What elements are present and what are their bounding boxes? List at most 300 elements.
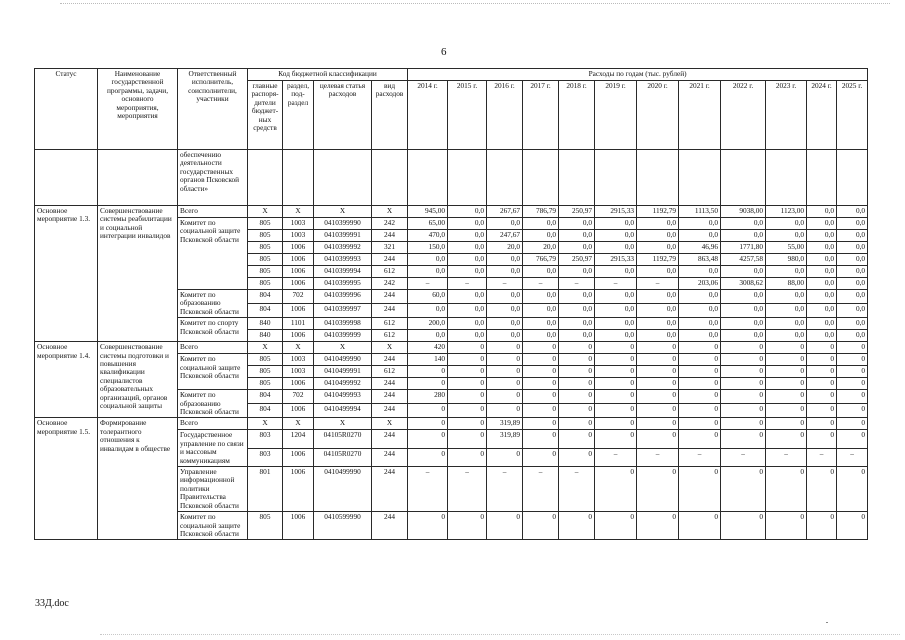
year-value-cell: 0 bbox=[637, 430, 679, 448]
year-value-cell: 0,0 bbox=[448, 254, 487, 266]
year-value-cell: 203,06 bbox=[679, 278, 721, 290]
header-year: 2021 г. bbox=[679, 81, 721, 150]
year-value-cell: 0 bbox=[595, 430, 637, 448]
year-value-cell: 9038,00 bbox=[721, 206, 766, 218]
year-value-cell: 0 bbox=[721, 390, 766, 404]
responsible-cell: Комитет по образованию Псковской области bbox=[178, 390, 248, 418]
year-value-cell: 0 bbox=[807, 418, 837, 430]
header-year: 2022 г. bbox=[721, 81, 766, 150]
year-value-cell: 0,0 bbox=[448, 330, 487, 342]
responsible-cell: Комитет по социальной защите Псковской области bbox=[178, 218, 248, 290]
year-value-cell: 0,0 bbox=[408, 330, 448, 342]
kbk-rz-cell: 702 bbox=[283, 290, 314, 304]
year-value-cell: – bbox=[559, 467, 595, 512]
year-value-cell: 0,0 bbox=[721, 230, 766, 242]
kbk-cs-cell: 0410399990 bbox=[314, 218, 372, 230]
year-value-cell: 0,0 bbox=[721, 318, 766, 330]
year-value-cell: 0 bbox=[766, 404, 807, 418]
year-value-cell: 4257,58 bbox=[721, 254, 766, 266]
year-value-cell: 0 bbox=[559, 448, 595, 466]
year-value-cell: 0 bbox=[448, 378, 487, 390]
year-value-cell: 0 bbox=[679, 512, 721, 540]
year-value-cell: 0 bbox=[595, 467, 637, 512]
year-value-cell: 0 bbox=[523, 342, 559, 354]
year-value-cell: 247,67 bbox=[487, 230, 523, 242]
kbk-gr-cell: 805 bbox=[248, 218, 283, 230]
year-value-cell: 0,0 bbox=[487, 218, 523, 230]
year-value-cell: 0 bbox=[766, 342, 807, 354]
year-value-cell: 0 bbox=[448, 404, 487, 418]
empty-cell bbox=[372, 150, 408, 206]
table-row bbox=[35, 206, 868, 218]
kbk-rz-cell: 1006 bbox=[283, 242, 314, 254]
kbk-gr-cell: X bbox=[248, 418, 283, 430]
year-value-cell: 0,0 bbox=[766, 290, 807, 304]
year-value-cell: 0 bbox=[679, 430, 721, 448]
year-value-cell: 0 bbox=[448, 512, 487, 540]
kbk-gr-cell: 801 bbox=[248, 467, 283, 512]
year-value-cell: 0 bbox=[637, 390, 679, 404]
year-value-cell: 0,0 bbox=[523, 304, 559, 318]
kbk-vr-cell: 244 bbox=[372, 290, 408, 304]
year-value-cell: 0 bbox=[487, 366, 523, 378]
kbk-cs-cell: 0410399998 bbox=[314, 318, 372, 330]
year-value-cell: 0 bbox=[523, 430, 559, 448]
year-value-cell: 0 bbox=[523, 378, 559, 390]
year-value-cell: 0,0 bbox=[807, 266, 837, 278]
kbk-gr-cell: X bbox=[248, 342, 283, 354]
year-value-cell: 280 bbox=[408, 390, 448, 404]
kbk-rz-cell: 1006 bbox=[283, 467, 314, 512]
year-value-cell: 0 bbox=[679, 354, 721, 366]
year-value-cell: – bbox=[559, 278, 595, 290]
year-value-cell: 0,0 bbox=[448, 230, 487, 242]
year-value-cell: 0 bbox=[721, 366, 766, 378]
kbk-cs-cell: 0410399997 bbox=[314, 304, 372, 318]
kbk-vr-cell: 244 bbox=[372, 404, 408, 418]
year-value-cell: 0,0 bbox=[807, 206, 837, 218]
year-value-cell: – bbox=[408, 278, 448, 290]
header-name: Наименование государственной программы, задачи, основного мероприятия, мероприятия bbox=[98, 69, 178, 150]
year-value-cell: 0 bbox=[448, 418, 487, 430]
year-value-cell: 0 bbox=[448, 366, 487, 378]
year-value-cell: 0,0 bbox=[837, 230, 868, 242]
year-value-cell: 60,0 bbox=[408, 290, 448, 304]
year-value-cell: 0,0 bbox=[487, 304, 523, 318]
kbk-vr-cell: 244 bbox=[372, 430, 408, 448]
year-value-cell: – bbox=[637, 448, 679, 466]
kbk-gr-cell: 805 bbox=[248, 354, 283, 366]
year-value-cell: 0 bbox=[559, 378, 595, 390]
kbk-rz-cell: 1006 bbox=[283, 304, 314, 318]
year-value-cell: 0 bbox=[595, 418, 637, 430]
year-value-cell: 0,0 bbox=[487, 254, 523, 266]
kbk-rz-cell: X bbox=[283, 418, 314, 430]
kbk-gr-cell: 840 bbox=[248, 330, 283, 342]
kbk-vr-cell: X bbox=[372, 418, 408, 430]
year-value-cell: 0,0 bbox=[807, 290, 837, 304]
responsible-cell: Управление информационной политики Правительства Псковской области bbox=[178, 467, 248, 512]
kbk-cs-cell: 0410499992 bbox=[314, 378, 372, 390]
year-value-cell: 0,0 bbox=[679, 230, 721, 242]
year-value-cell: 1113,50 bbox=[679, 206, 721, 218]
year-value-cell: 0,0 bbox=[595, 290, 637, 304]
year-value-cell: 0 bbox=[679, 467, 721, 512]
empty-cell bbox=[448, 150, 487, 206]
page-number: 6 bbox=[441, 46, 447, 58]
year-value-cell: 0,0 bbox=[721, 304, 766, 318]
year-value-cell: 0,0 bbox=[807, 330, 837, 342]
header-responsible: Ответственный исполнитель, соисполнители, участники bbox=[178, 69, 248, 150]
header-kbk-cs: целевая статья расходов bbox=[314, 81, 372, 150]
year-value-cell: – bbox=[523, 278, 559, 290]
year-value-cell: 0,0 bbox=[721, 266, 766, 278]
year-value-cell: 0,0 bbox=[807, 254, 837, 266]
year-value-cell: 0 bbox=[595, 354, 637, 366]
year-value-cell: – bbox=[523, 467, 559, 512]
year-value-cell: 0,0 bbox=[637, 330, 679, 342]
year-value-cell: 0 bbox=[523, 366, 559, 378]
table-body bbox=[35, 150, 868, 540]
kbk-cs-cell: 0410499991 bbox=[314, 366, 372, 378]
kbk-vr-cell: 244 bbox=[372, 467, 408, 512]
year-value-cell: – bbox=[448, 278, 487, 290]
year-value-cell: 0,0 bbox=[487, 318, 523, 330]
year-value-cell: 0,0 bbox=[837, 206, 868, 218]
kbk-vr-cell: 244 bbox=[372, 304, 408, 318]
year-value-cell: 0,0 bbox=[408, 304, 448, 318]
status-cell: Основное мероприятие 1.4. bbox=[35, 342, 98, 418]
kbk-cs-cell: X bbox=[314, 206, 372, 218]
year-value-cell: 0,0 bbox=[807, 278, 837, 290]
kbk-vr-cell: 612 bbox=[372, 318, 408, 330]
kbk-gr-cell: 840 bbox=[248, 318, 283, 330]
year-value-cell: 0 bbox=[679, 342, 721, 354]
responsible-cell: Комитет по образованию Псковской области bbox=[178, 290, 248, 318]
name-cell: Совершенствование системы подготовки и повышения квалификации специалистов образовательных организаций, органов социальной защиты bbox=[98, 342, 178, 418]
table-row bbox=[35, 418, 868, 430]
year-value-cell: 0 bbox=[637, 342, 679, 354]
year-value-cell: 0,0 bbox=[637, 290, 679, 304]
name-cell: Совершенствование системы реабилитации и социальной интеграции инвалидов bbox=[98, 206, 178, 342]
year-value-cell: 0 bbox=[448, 448, 487, 466]
year-value-cell: 0 bbox=[766, 467, 807, 512]
year-value-cell: 0 bbox=[408, 404, 448, 418]
year-value-cell: 0 bbox=[766, 390, 807, 404]
scan-edge-bottom bbox=[100, 634, 900, 635]
year-value-cell: 0 bbox=[766, 366, 807, 378]
kbk-rz-cell: 1003 bbox=[283, 218, 314, 230]
year-value-cell: 0,0 bbox=[766, 266, 807, 278]
year-value-cell: 0,0 bbox=[637, 266, 679, 278]
year-value-cell: – bbox=[595, 448, 637, 466]
year-value-cell: 0 bbox=[523, 390, 559, 404]
year-value-cell: 0,0 bbox=[837, 278, 868, 290]
continuation-row bbox=[35, 150, 868, 206]
continuation-text: обеспечению деятельности государственных органов Псковской области» bbox=[178, 150, 248, 206]
year-value-cell: 0 bbox=[637, 366, 679, 378]
year-value-cell: 0,0 bbox=[837, 304, 868, 318]
empty-cell bbox=[559, 150, 595, 206]
year-value-cell: 0,0 bbox=[679, 290, 721, 304]
empty-cell bbox=[837, 150, 868, 206]
year-value-cell: 0 bbox=[448, 430, 487, 448]
year-value-cell: – bbox=[448, 467, 487, 512]
year-value-cell: 0 bbox=[448, 342, 487, 354]
year-value-cell: 0 bbox=[807, 354, 837, 366]
responsible-cell: Государственное управление по связи и массовым коммуникациям bbox=[178, 430, 248, 467]
year-value-cell: 0,0 bbox=[679, 266, 721, 278]
year-value-cell: 0,0 bbox=[408, 254, 448, 266]
header-year: 2023 г. bbox=[766, 81, 807, 150]
year-value-cell: 0,0 bbox=[837, 254, 868, 266]
year-value-cell: 0 bbox=[807, 467, 837, 512]
year-value-cell: 0 bbox=[807, 512, 837, 540]
year-value-cell: 0,0 bbox=[595, 242, 637, 254]
empty-cell bbox=[679, 150, 721, 206]
kbk-cs-cell: 0410499990 bbox=[314, 354, 372, 366]
kbk-cs-cell: 0410499990 bbox=[314, 467, 372, 512]
year-value-cell: 0 bbox=[807, 390, 837, 404]
header-status: Статус bbox=[35, 69, 98, 150]
year-value-cell: 0 bbox=[408, 418, 448, 430]
year-value-cell: 0 bbox=[595, 512, 637, 540]
year-value-cell: 0 bbox=[637, 418, 679, 430]
responsible-cell: Всего bbox=[178, 418, 248, 430]
kbk-gr-cell: 805 bbox=[248, 278, 283, 290]
kbk-rz-cell: 1006 bbox=[283, 448, 314, 466]
year-value-cell: 0,0 bbox=[595, 230, 637, 242]
year-value-cell: 0 bbox=[679, 390, 721, 404]
year-value-cell: 0 bbox=[807, 378, 837, 390]
empty-cell bbox=[721, 150, 766, 206]
year-value-cell: 0,0 bbox=[679, 318, 721, 330]
year-value-cell: 0,0 bbox=[523, 230, 559, 242]
status-cell: Основное мероприятие 1.3. bbox=[35, 206, 98, 342]
kbk-rz-cell: 1006 bbox=[283, 404, 314, 418]
kbk-rz-cell: 1006 bbox=[283, 254, 314, 266]
year-value-cell: 0,0 bbox=[448, 304, 487, 318]
year-value-cell: 0 bbox=[523, 418, 559, 430]
kbk-cs-cell: 0410499993 bbox=[314, 390, 372, 404]
year-value-cell: 0 bbox=[523, 354, 559, 366]
year-value-cell: 0 bbox=[523, 448, 559, 466]
year-value-cell: 0,0 bbox=[807, 242, 837, 254]
responsible-cell: Комитет по спорту Псковской области bbox=[178, 318, 248, 342]
kbk-vr-cell: 612 bbox=[372, 330, 408, 342]
year-value-cell: 0 bbox=[721, 418, 766, 430]
year-value-cell: 0,0 bbox=[637, 242, 679, 254]
kbk-vr-cell: 244 bbox=[372, 354, 408, 366]
year-value-cell: 0,0 bbox=[559, 318, 595, 330]
year-value-cell: – bbox=[766, 448, 807, 466]
year-value-cell: 46,96 bbox=[679, 242, 721, 254]
year-value-cell: – bbox=[721, 448, 766, 466]
kbk-vr-cell: X bbox=[372, 206, 408, 218]
year-value-cell: 0,0 bbox=[559, 218, 595, 230]
kbk-vr-cell: 244 bbox=[372, 230, 408, 242]
empty-cell bbox=[248, 150, 283, 206]
year-value-cell: – bbox=[487, 467, 523, 512]
kbk-vr-cell: 244 bbox=[372, 512, 408, 540]
year-value-cell: 0,0 bbox=[679, 218, 721, 230]
year-value-cell: 2915,33 bbox=[595, 206, 637, 218]
kbk-gr-cell: 805 bbox=[248, 230, 283, 242]
year-value-cell: 0,0 bbox=[523, 330, 559, 342]
year-value-cell: 0 bbox=[448, 354, 487, 366]
year-value-cell: 0 bbox=[408, 378, 448, 390]
year-value-cell: 0 bbox=[679, 418, 721, 430]
empty-cell bbox=[408, 150, 448, 206]
year-value-cell: – bbox=[679, 448, 721, 466]
year-value-cell: 0 bbox=[807, 342, 837, 354]
kbk-cs-cell: 0410399994 bbox=[314, 266, 372, 278]
year-value-cell: 267,67 bbox=[487, 206, 523, 218]
year-value-cell: 0 bbox=[679, 366, 721, 378]
year-value-cell: 0,0 bbox=[766, 218, 807, 230]
year-value-cell: 0,0 bbox=[595, 218, 637, 230]
year-value-cell: 0,0 bbox=[637, 218, 679, 230]
year-value-cell: 0,0 bbox=[679, 304, 721, 318]
year-value-cell: 0 bbox=[487, 354, 523, 366]
year-value-cell: 0 bbox=[408, 430, 448, 448]
year-value-cell: 0 bbox=[679, 404, 721, 418]
year-value-cell: 0 bbox=[487, 390, 523, 404]
year-value-cell: 0,0 bbox=[448, 290, 487, 304]
year-value-cell: 0 bbox=[807, 366, 837, 378]
year-value-cell: 0,0 bbox=[487, 290, 523, 304]
kbk-cs-cell: 0410399993 bbox=[314, 254, 372, 266]
kbk-rz-cell: 1006 bbox=[283, 278, 314, 290]
year-value-cell: 0 bbox=[837, 418, 868, 430]
year-value-cell: 0,0 bbox=[637, 304, 679, 318]
year-value-cell: 0 bbox=[721, 430, 766, 448]
year-value-cell: 0 bbox=[487, 342, 523, 354]
year-value-cell: 0,0 bbox=[595, 330, 637, 342]
year-value-cell: 1192,79 bbox=[637, 254, 679, 266]
year-value-cell: 0,0 bbox=[721, 330, 766, 342]
year-value-cell: 0,0 bbox=[559, 242, 595, 254]
year-value-cell: 0 bbox=[637, 467, 679, 512]
year-value-cell: 0,0 bbox=[766, 304, 807, 318]
year-value-cell: 140 bbox=[408, 354, 448, 366]
year-value-cell: 0,0 bbox=[721, 290, 766, 304]
year-value-cell: 0,0 bbox=[523, 318, 559, 330]
year-value-cell: 0 bbox=[637, 512, 679, 540]
year-value-cell: 0 bbox=[559, 390, 595, 404]
kbk-vr-cell: X bbox=[372, 342, 408, 354]
kbk-rz-cell: X bbox=[283, 206, 314, 218]
kbk-cs-cell: 0410399999 bbox=[314, 330, 372, 342]
year-value-cell: 0 bbox=[408, 512, 448, 540]
year-value-cell: 0,0 bbox=[559, 304, 595, 318]
year-value-cell: 0,0 bbox=[448, 318, 487, 330]
header-year: 2017 г. bbox=[523, 81, 559, 150]
responsible-cell: Всего bbox=[178, 206, 248, 218]
year-value-cell: 0,0 bbox=[837, 218, 868, 230]
scan-speck bbox=[826, 622, 828, 623]
year-value-cell: 0 bbox=[637, 378, 679, 390]
year-value-cell: – bbox=[595, 278, 637, 290]
empty-cell bbox=[35, 150, 98, 206]
header-kbk-gr: главные распоря-дители бюджет-ных средств bbox=[248, 81, 283, 150]
header-year: 2015 г. bbox=[448, 81, 487, 150]
empty-cell bbox=[595, 150, 637, 206]
year-value-cell: 0,0 bbox=[559, 290, 595, 304]
empty-cell bbox=[766, 150, 807, 206]
year-value-cell: 0 bbox=[766, 354, 807, 366]
kbk-vr-cell: 321 bbox=[372, 242, 408, 254]
year-value-cell: 0 bbox=[837, 512, 868, 540]
empty-cell bbox=[523, 150, 559, 206]
year-value-cell: 0,0 bbox=[523, 266, 559, 278]
year-value-cell: 150,0 bbox=[408, 242, 448, 254]
kbk-cs-cell: 0410599990 bbox=[314, 512, 372, 540]
year-value-cell: 3008,62 bbox=[721, 278, 766, 290]
kbk-gr-cell: 804 bbox=[248, 404, 283, 418]
scan-edge-top bbox=[60, 3, 890, 4]
year-value-cell: 766,79 bbox=[523, 254, 559, 266]
year-value-cell: 0 bbox=[837, 404, 868, 418]
year-value-cell: 0 bbox=[559, 366, 595, 378]
kbk-vr-cell: 244 bbox=[372, 378, 408, 390]
year-value-cell: 420 bbox=[408, 342, 448, 354]
header-year: 2019 г. bbox=[595, 81, 637, 150]
year-value-cell: 0,0 bbox=[448, 206, 487, 218]
year-value-cell: 0,0 bbox=[595, 266, 637, 278]
year-value-cell: 0,0 bbox=[487, 330, 523, 342]
kbk-gr-cell: 805 bbox=[248, 512, 283, 540]
kbk-rz-cell: 1006 bbox=[283, 330, 314, 342]
year-value-cell: 0 bbox=[595, 366, 637, 378]
header-year: 2018 г. bbox=[559, 81, 595, 150]
year-value-cell: 0 bbox=[487, 404, 523, 418]
year-value-cell: 0 bbox=[837, 342, 868, 354]
empty-cell bbox=[487, 150, 523, 206]
year-value-cell: 0,0 bbox=[595, 318, 637, 330]
kbk-rz-cell: 702 bbox=[283, 390, 314, 404]
empty-cell bbox=[637, 150, 679, 206]
empty-cell bbox=[283, 150, 314, 206]
year-value-cell: 0 bbox=[487, 448, 523, 466]
year-value-cell: 0 bbox=[595, 390, 637, 404]
year-value-cell: 0 bbox=[559, 430, 595, 448]
year-value-cell: 0 bbox=[448, 390, 487, 404]
kbk-cs-cell: X bbox=[314, 418, 372, 430]
kbk-gr-cell: 805 bbox=[248, 254, 283, 266]
year-value-cell: – bbox=[807, 448, 837, 466]
kbk-rz-cell: 1204 bbox=[283, 430, 314, 448]
year-value-cell: 88,00 bbox=[766, 278, 807, 290]
year-value-cell: 0,0 bbox=[559, 230, 595, 242]
kbk-vr-cell: 244 bbox=[372, 254, 408, 266]
year-value-cell: – bbox=[408, 467, 448, 512]
year-value-cell: 0,0 bbox=[559, 330, 595, 342]
kbk-cs-cell: 0410399995 bbox=[314, 278, 372, 290]
header-kbk-group: Код бюджетной классификации bbox=[248, 69, 408, 81]
year-value-cell: 0 bbox=[837, 354, 868, 366]
year-value-cell: 0,0 bbox=[679, 330, 721, 342]
kbk-gr-cell: 804 bbox=[248, 290, 283, 304]
year-value-cell: 0 bbox=[721, 512, 766, 540]
year-value-cell: 0 bbox=[837, 430, 868, 448]
header-year: 2025 г. bbox=[837, 81, 868, 150]
year-value-cell: 250,97 bbox=[559, 254, 595, 266]
kbk-rz-cell: 1003 bbox=[283, 354, 314, 366]
year-value-cell: 0 bbox=[595, 404, 637, 418]
year-value-cell: 0 bbox=[559, 418, 595, 430]
year-value-cell: 0 bbox=[487, 512, 523, 540]
